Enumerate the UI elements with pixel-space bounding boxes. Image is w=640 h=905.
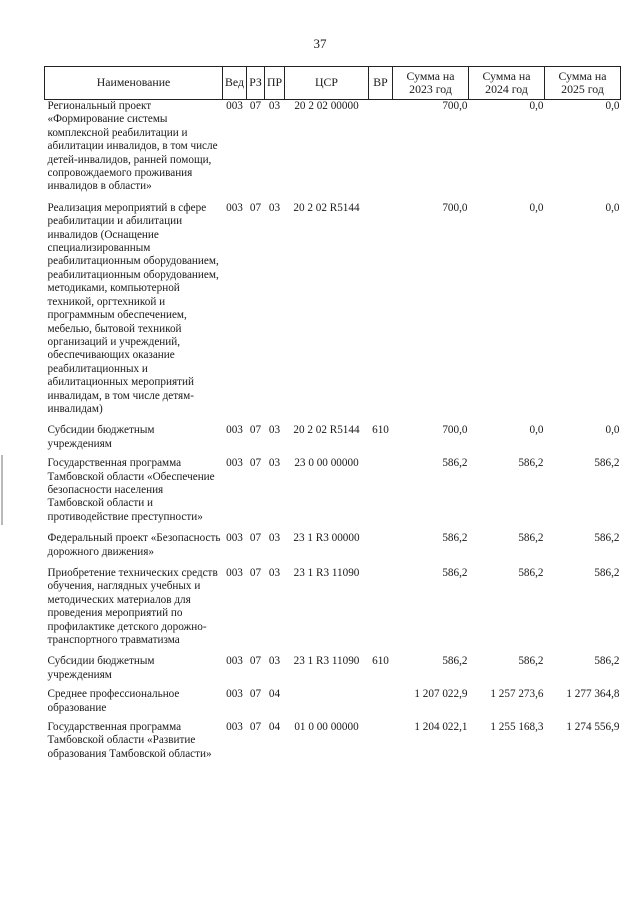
header-pr: ПР bbox=[265, 67, 285, 100]
row-sum-2023: 700,0 bbox=[442, 424, 468, 437]
row-sum-2024: 586,2 bbox=[518, 457, 544, 470]
table-row bbox=[45, 688, 621, 721]
row-csr: 20 2 02 00000 bbox=[294, 100, 359, 112]
table-header-row bbox=[45, 67, 621, 100]
row-name: Субсидии бюджетным учреждениям bbox=[47, 424, 155, 450]
table-row bbox=[45, 532, 621, 567]
row-csr: 20 2 02 R5144 bbox=[293, 201, 360, 214]
row-sum-2023: 700,0 bbox=[442, 201, 468, 214]
row-sum-2023: 586,2 bbox=[442, 567, 468, 579]
row-rz: 07 bbox=[249, 567, 262, 579]
row-pr: 03 bbox=[268, 567, 281, 579]
page-number: 37 bbox=[313, 36, 327, 51]
row-sum-2024: 1 255 168,3 bbox=[490, 721, 544, 734]
row-vr bbox=[369, 457, 393, 532]
header-ved: Вед bbox=[223, 67, 247, 100]
row-sum-2025: 0,0 bbox=[605, 424, 620, 437]
row-sum-2024: 586,2 bbox=[518, 567, 544, 579]
row-name: Реализация мероприятий в сфере реабилитации и абилитации инвалидов (Оснащение специализированным реабилитационным оборудованием, реабилитационным оборудованием, методиками, компьютерной техникой, оргтехникой и программным обеспечением, мебелью, бытовой техникой организаций и учреждений, обеспечивающих оказание реабилитационных и абилитационных мероприятий инвалидам, в том числе детям-инвалидам) bbox=[47, 201, 219, 415]
row-sum-2025: 1 277 364,8 bbox=[566, 688, 620, 701]
row-sum-2025: 586,2 bbox=[594, 655, 620, 668]
row-sum-2024: 0,0 bbox=[529, 100, 544, 112]
row-vr: 610 bbox=[372, 424, 389, 437]
header-sum-2025: Сумма на 2025 год bbox=[545, 67, 621, 100]
row-sum-2025: 586,2 bbox=[594, 532, 620, 545]
row-name: Среднее профессиональное образование bbox=[47, 688, 180, 714]
row-csr bbox=[285, 688, 369, 721]
row-vr bbox=[369, 532, 393, 567]
row-sum-2025: 586,2 bbox=[594, 457, 620, 470]
row-sum-2024: 0,0 bbox=[529, 424, 544, 437]
row-sum-2024: 1 257 273,6 bbox=[490, 688, 544, 701]
row-name: Государственная программа Тамбовской области «Развитие образования Тамбовской области» bbox=[47, 721, 212, 760]
row-name: Субсидии бюджетным учреждениям bbox=[47, 655, 155, 681]
row-pr: 03 bbox=[268, 424, 281, 437]
header-sum-2024: Сумма на 2024 год bbox=[469, 67, 545, 100]
row-rz: 07 bbox=[249, 100, 262, 112]
row-ved: 003 bbox=[226, 424, 243, 437]
row-name: Приобретение технических средств обучения, наглядных учебных и методических материалов для проведения мероприятий по профилактике детского дорожно-транспортного травматизма bbox=[47, 567, 218, 647]
row-vr bbox=[369, 688, 393, 721]
row-rz: 07 bbox=[249, 688, 262, 701]
row-pr: 04 bbox=[268, 688, 281, 701]
row-ved: 003 bbox=[226, 100, 243, 112]
row-csr: 01 0 00 00000 bbox=[294, 721, 359, 734]
row-ved: 003 bbox=[226, 201, 243, 214]
row-ved: 003 bbox=[226, 721, 243, 734]
row-name: Федеральный проект «Безопасность дорожного движения» bbox=[47, 532, 221, 558]
header-name: Наименование bbox=[45, 67, 223, 100]
row-csr: 23 0 00 00000 bbox=[294, 457, 359, 470]
row-sum-2023: 586,2 bbox=[442, 655, 468, 668]
row-sum-2024: 586,2 bbox=[518, 532, 544, 545]
row-pr: 03 bbox=[268, 457, 281, 470]
row-sum-2025: 586,2 bbox=[594, 567, 620, 579]
row-rz: 07 bbox=[249, 424, 262, 437]
row-ved: 003 bbox=[226, 457, 243, 470]
header-rz: РЗ bbox=[247, 67, 265, 100]
row-rz: 07 bbox=[249, 721, 262, 734]
table-row bbox=[45, 424, 621, 457]
row-rz: 07 bbox=[249, 532, 262, 545]
binding-margin-mark bbox=[1, 455, 3, 525]
row-vr bbox=[369, 100, 393, 202]
header-csr: ЦСР bbox=[285, 67, 369, 100]
header-vr: ВР bbox=[369, 67, 393, 100]
budget-table bbox=[44, 66, 621, 769]
row-rz: 07 bbox=[249, 655, 262, 668]
row-ved: 003 bbox=[226, 688, 243, 701]
row-sum-2025: 0,0 bbox=[605, 100, 620, 112]
row-csr: 20 2 02 R5144 bbox=[293, 424, 360, 437]
row-ved: 003 bbox=[226, 567, 243, 579]
row-ved: 003 bbox=[226, 532, 243, 545]
row-csr: 23 1 R3 11090 bbox=[293, 567, 360, 579]
table-row bbox=[45, 721, 621, 769]
row-name: Региональный проект «Формирование системы комплексной реабилитации и абилитации инвалидов, в том числе детей-инвалидов, ранней помощи, сопровождаемого проживания инвалидов в области» bbox=[47, 100, 218, 193]
row-pr: 03 bbox=[268, 100, 281, 112]
row-vr bbox=[369, 567, 393, 655]
table-row bbox=[45, 655, 621, 688]
row-vr bbox=[369, 721, 393, 769]
row-sum-2024: 0,0 bbox=[529, 201, 544, 214]
row-csr: 23 1 R3 00000 bbox=[293, 532, 360, 545]
row-rz: 07 bbox=[249, 457, 262, 470]
row-sum-2023: 586,2 bbox=[442, 457, 468, 470]
table-row bbox=[45, 100, 621, 202]
row-pr: 03 bbox=[268, 532, 281, 545]
row-pr: 03 bbox=[268, 655, 281, 668]
table-row bbox=[45, 457, 621, 532]
row-rz: 07 bbox=[249, 201, 262, 214]
row-sum-2023: 1 204 022,1 bbox=[414, 721, 468, 734]
row-csr: 23 1 R3 11090 bbox=[293, 655, 360, 668]
row-sum-2024: 586,2 bbox=[518, 655, 544, 668]
header-sum-2023: Сумма на 2023 год bbox=[393, 67, 469, 100]
row-ved: 003 bbox=[226, 655, 243, 668]
row-vr bbox=[369, 202, 393, 425]
row-name: Государственная программа Тамбовской области «Обеспечение безопасности населения Тамбовской области и противодействие преступности» bbox=[47, 457, 215, 523]
row-vr: 610 bbox=[372, 655, 389, 668]
table-row bbox=[45, 567, 621, 655]
row-pr: 03 bbox=[268, 201, 281, 214]
row-sum-2025: 0,0 bbox=[605, 201, 620, 214]
row-sum-2023: 700,0 bbox=[442, 100, 468, 112]
row-sum-2023: 586,2 bbox=[442, 532, 468, 545]
row-pr: 04 bbox=[268, 721, 281, 734]
row-sum-2023: 1 207 022,9 bbox=[414, 688, 468, 701]
row-sum-2025: 1 274 556,9 bbox=[566, 721, 620, 734]
table-row bbox=[45, 202, 621, 425]
